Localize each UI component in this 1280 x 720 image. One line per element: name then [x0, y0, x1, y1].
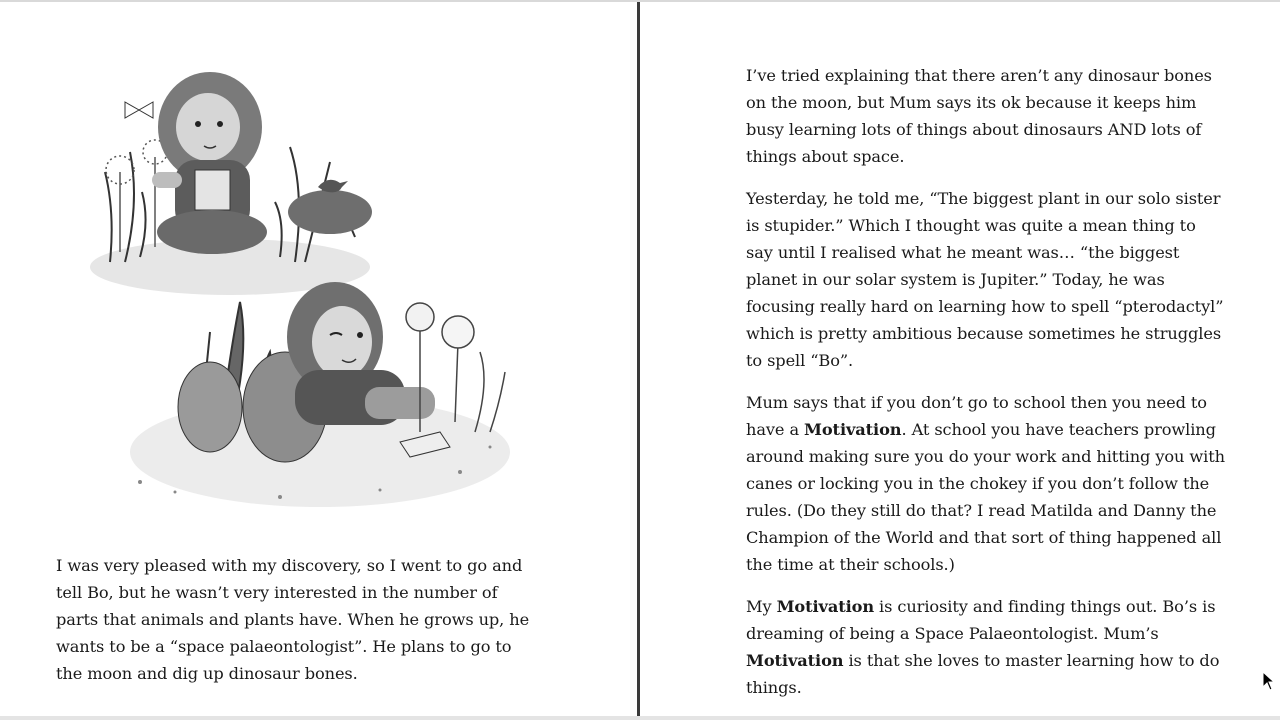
left-page [0, 2, 637, 716]
keyword-motivation: Motivation [804, 420, 902, 439]
paragraph-1: I’ve tried explaining that there aren’t any dinosaur bones on the moon, but Mum says its ok because it keeps him busy learning lots of things about dinosaurs AND lots of things about space. [746, 66, 1212, 166]
text-span: My [746, 597, 777, 616]
keyword-motivation: Motivation [746, 651, 844, 670]
left-page-paragraph: I was very pleased with my discovery, so I went to go and tell Bo, but he wasn’t very interested in the number of parts that animals and plants have. When he grows up, he wants to be a “space palaeontologist”. He plans to go to the moon and dig up dinosaur bones. [56, 556, 530, 683]
text-span: Mum says that if you don’t go to school then you need to have a [746, 393, 1207, 439]
right-page-text [746, 62, 1226, 716]
keyword-motivation: Motivation [776, 597, 875, 616]
bottom-edge [0, 716, 1280, 720]
paragraph-3 [746, 389, 1226, 578]
mouse-pointer-icon [1262, 671, 1276, 691]
text-span: is curiosity and finding things out. Bo’s is dreaming of being a Space Palaeontologist. Mum’s [746, 597, 1216, 643]
text-span: . At school you have teachers prowling around making sure you do your work and hitting you with canes or locking you in the chokey if you don’t follow the rules. (Do they still do that? I read Matilda and Danny the Champion of the World and that sort of thing happened all the time at their schools.) [746, 420, 1225, 574]
paragraph-2: Yesterday, he told me, “The biggest plant in our solo sister is stupider.” Which I thought was quite a mean thing to say until I realised what he meant was… “the biggest planet in our solar system is Jupiter.” Today, he was focusing really hard on learning how to spell “pterodactyl” which is pretty ambitious because sometimes he struggles to spell “Bo”. [746, 189, 1224, 370]
illustration-girls-garden [80, 52, 540, 522]
book-gutter [637, 2, 640, 716]
paragraph-4 [746, 593, 1226, 701]
text-span: is that she loves to master learning how to do things. [746, 651, 1220, 697]
